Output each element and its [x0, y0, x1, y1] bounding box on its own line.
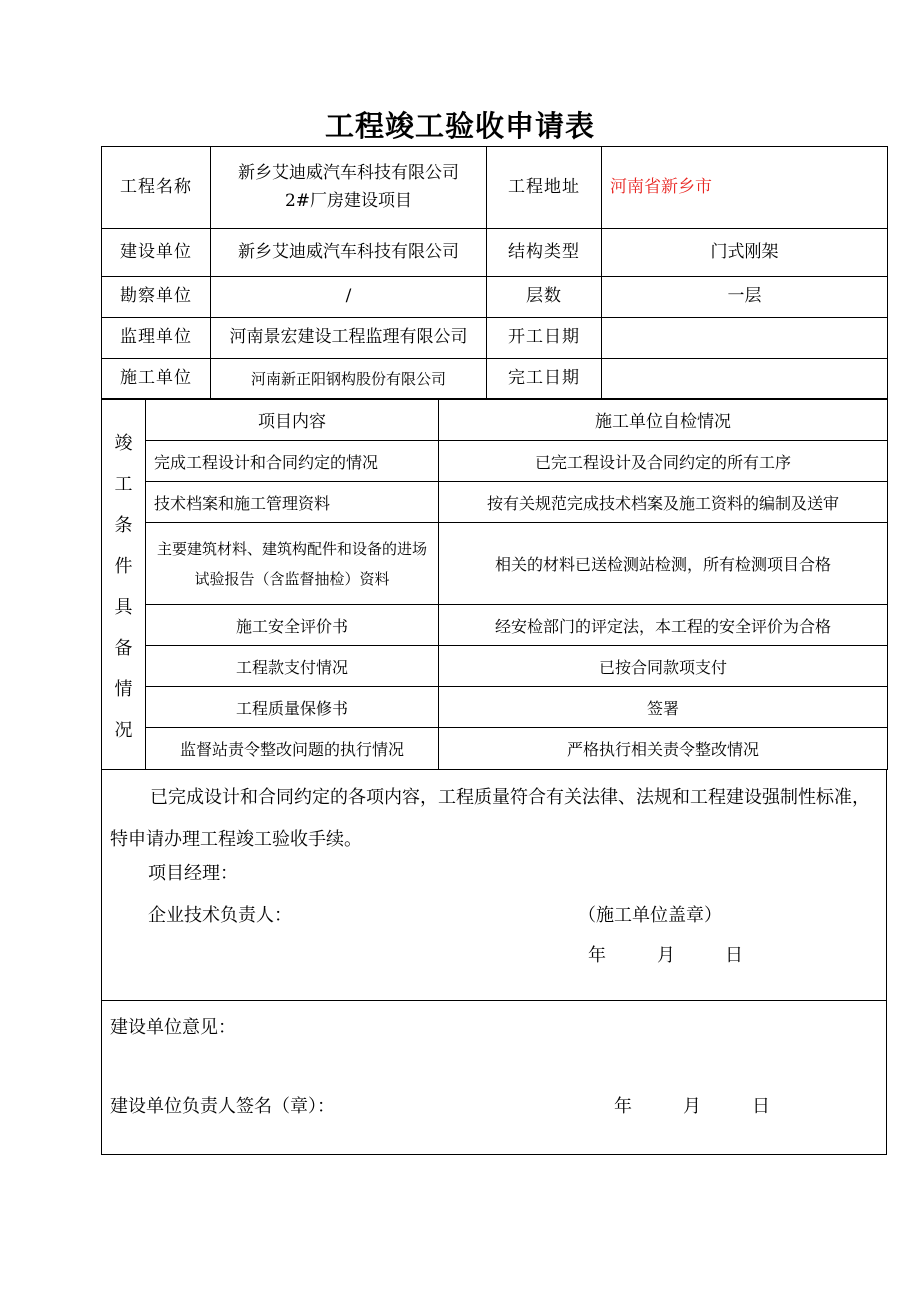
- date-year: 年: [588, 945, 606, 966]
- conditions-table: [101, 398, 888, 770]
- start-date-label: 开工日期: [487, 318, 602, 359]
- project-info-table: [101, 146, 888, 400]
- contractor-seal: （施工单位盖章）: [578, 905, 722, 926]
- side-char: 工: [114, 474, 133, 495]
- contractor-label: 施工单位: [102, 359, 211, 400]
- condition-item: 监督站责令整改问题的执行情况: [146, 728, 439, 770]
- table-row: [102, 359, 888, 400]
- date-month: 月: [657, 945, 675, 966]
- side-char: 件: [114, 556, 133, 577]
- address-label: 工程地址: [487, 147, 602, 229]
- table-row: [102, 523, 888, 605]
- table-row: [102, 229, 888, 277]
- floors-label: 层数: [487, 277, 602, 318]
- side-char: 备: [114, 638, 133, 659]
- survey-value: /: [211, 277, 487, 318]
- column-header-check: 施工单位自检情况: [439, 399, 888, 441]
- condition-item: 工程质量保修书: [146, 687, 439, 728]
- finish-date-value: [602, 359, 888, 400]
- condition-item: 技术档案和施工管理资料: [146, 482, 439, 523]
- table-row: [102, 277, 888, 318]
- opinion-date-year: 年: [614, 1096, 632, 1117]
- opinion-date-month: 月: [683, 1096, 701, 1117]
- project-name-label: 工程名称: [102, 147, 211, 229]
- floors-value: 一层: [602, 277, 888, 318]
- finish-date-label: 完工日期: [487, 359, 602, 400]
- condition-item-line2: 试验报告（含监督抽检）资料: [194, 569, 390, 588]
- declaration-text: 已完成设计和合同约定的各项内容，工程质量符合有关法律、法规和工程建设强制性标准，特申请办理工程竣工验收手续。: [110, 787, 870, 850]
- project-name-line2: 2#厂房建设项目: [284, 190, 413, 211]
- declaration-section: [101, 769, 887, 1001]
- side-char: 条: [114, 515, 133, 536]
- condition-item: 施工安全评价书: [146, 605, 439, 646]
- side-char: 具: [114, 597, 133, 618]
- structure-label: 结构类型: [487, 229, 602, 277]
- opinion-date-day: 日: [752, 1096, 770, 1117]
- column-header-item: 项目内容: [146, 399, 439, 441]
- address-value: 河南省新乡市: [602, 147, 888, 229]
- supervisor-value: 河南景宏建设工程监理有限公司: [211, 318, 487, 359]
- owner-opinion-section: [101, 1000, 887, 1155]
- table-row: [102, 482, 888, 523]
- table-row: [102, 605, 888, 646]
- survey-label: 勘察单位: [102, 277, 211, 318]
- condition-item: 完成工程设计和合同约定的情况: [146, 441, 439, 482]
- table-row: [102, 728, 888, 770]
- conditions-side-label: [102, 399, 146, 770]
- condition-check: 严格执行相关责令整改情况: [439, 728, 888, 770]
- side-char: 情: [114, 679, 133, 700]
- table-row: [102, 687, 888, 728]
- table-row: [102, 318, 888, 359]
- supervisor-label: 监理单位: [102, 318, 211, 359]
- condition-item: 工程款支付情况: [146, 646, 439, 687]
- project-name-line1: 新乡艾迪威汽车科技有限公司: [238, 163, 459, 184]
- table-row: [102, 441, 888, 482]
- condition-check: 相关的材料已送检测站检测，所有检测项目合格: [439, 523, 888, 605]
- page-title: 工程竣工验收申请表: [324, 109, 595, 143]
- owner-value: 新乡艾迪威汽车科技有限公司: [211, 229, 487, 277]
- owner-sign-label: 建设单位负责人签名（章）：: [110, 1096, 335, 1117]
- start-date-value: [602, 318, 888, 359]
- owner-opinion-label: 建设单位意见：: [110, 1017, 236, 1038]
- condition-check: 已按合同款项支付: [439, 646, 888, 687]
- condition-check: 按有关规范完成技术档案及施工资料的编制及送审: [439, 482, 888, 523]
- condition-check: 签署: [439, 687, 888, 728]
- project-manager-label: 项目经理：: [148, 863, 238, 884]
- side-char: 竣: [114, 433, 133, 454]
- table-row: [102, 147, 888, 229]
- structure-value: 门式刚架: [602, 229, 888, 277]
- condition-check: 经安检部门的评定法，本工程的安全评价为合格: [439, 605, 888, 646]
- condition-check: 已完工程设计及合同约定的所有工序: [439, 441, 888, 482]
- condition-item-line1: 主要建筑材料、建筑构配件和设备的进场: [156, 539, 427, 558]
- side-char: 况: [114, 720, 133, 741]
- contractor-value: 河南新正阳钢构股份有限公司: [211, 359, 487, 400]
- table-row: [102, 646, 888, 687]
- date-day: 日: [725, 945, 743, 966]
- condition-item: [146, 523, 439, 605]
- tech-lead-label: 企业技术负责人：: [148, 905, 292, 926]
- table-row: [102, 399, 888, 441]
- owner-label: 建设单位: [102, 229, 211, 277]
- project-name-cell: [211, 147, 487, 229]
